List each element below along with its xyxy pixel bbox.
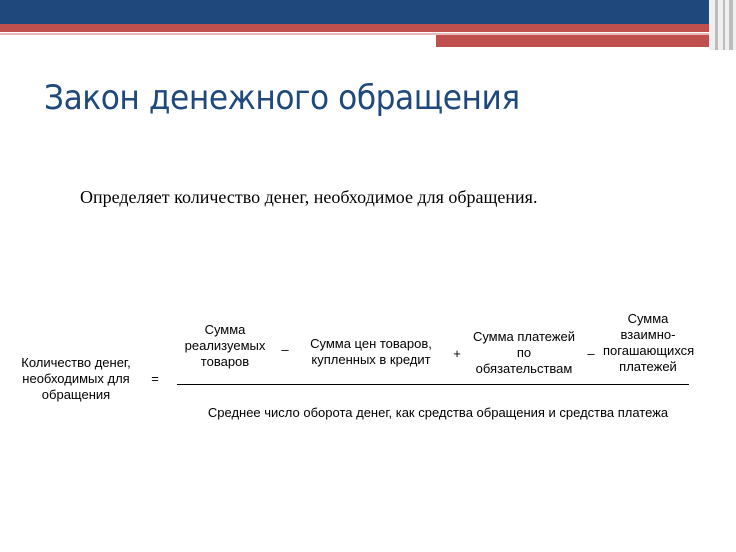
- corner-decoration: [709, 0, 736, 50]
- numerator-minus-1: –: [281, 342, 289, 357]
- fraction-line: [177, 384, 689, 385]
- formula-left-label: Количество денег, необходимых для обращения: [21, 355, 131, 402]
- slide-subtitle: Определяет количество денег, необходимое для обращения.: [80, 187, 538, 207]
- header-band: [0, 0, 709, 24]
- numerator-term-mutual-payments: Сумма взаимно-погашающихся платежей: [603, 311, 695, 374]
- numerator-term-credit: Сумма цен товаров, купленных в кредит: [310, 336, 432, 367]
- accent-strip: [0, 24, 709, 32]
- numerator-minus-2: –: [587, 346, 595, 361]
- slide-title: Закон денежного обращения: [44, 78, 520, 118]
- numerator-plus: +: [453, 346, 461, 361]
- accent-block: [436, 35, 709, 47]
- numerator-term-obligations: Сумма платежей по обязательствам: [472, 329, 576, 376]
- numerator-term-sales: Сумма реализуемых товаров: [184, 322, 266, 369]
- formula-denominator: Среднее число оборота денег, как средства обращения и средства платежа: [207, 405, 669, 420]
- formula-equals-sign: =: [151, 371, 159, 386]
